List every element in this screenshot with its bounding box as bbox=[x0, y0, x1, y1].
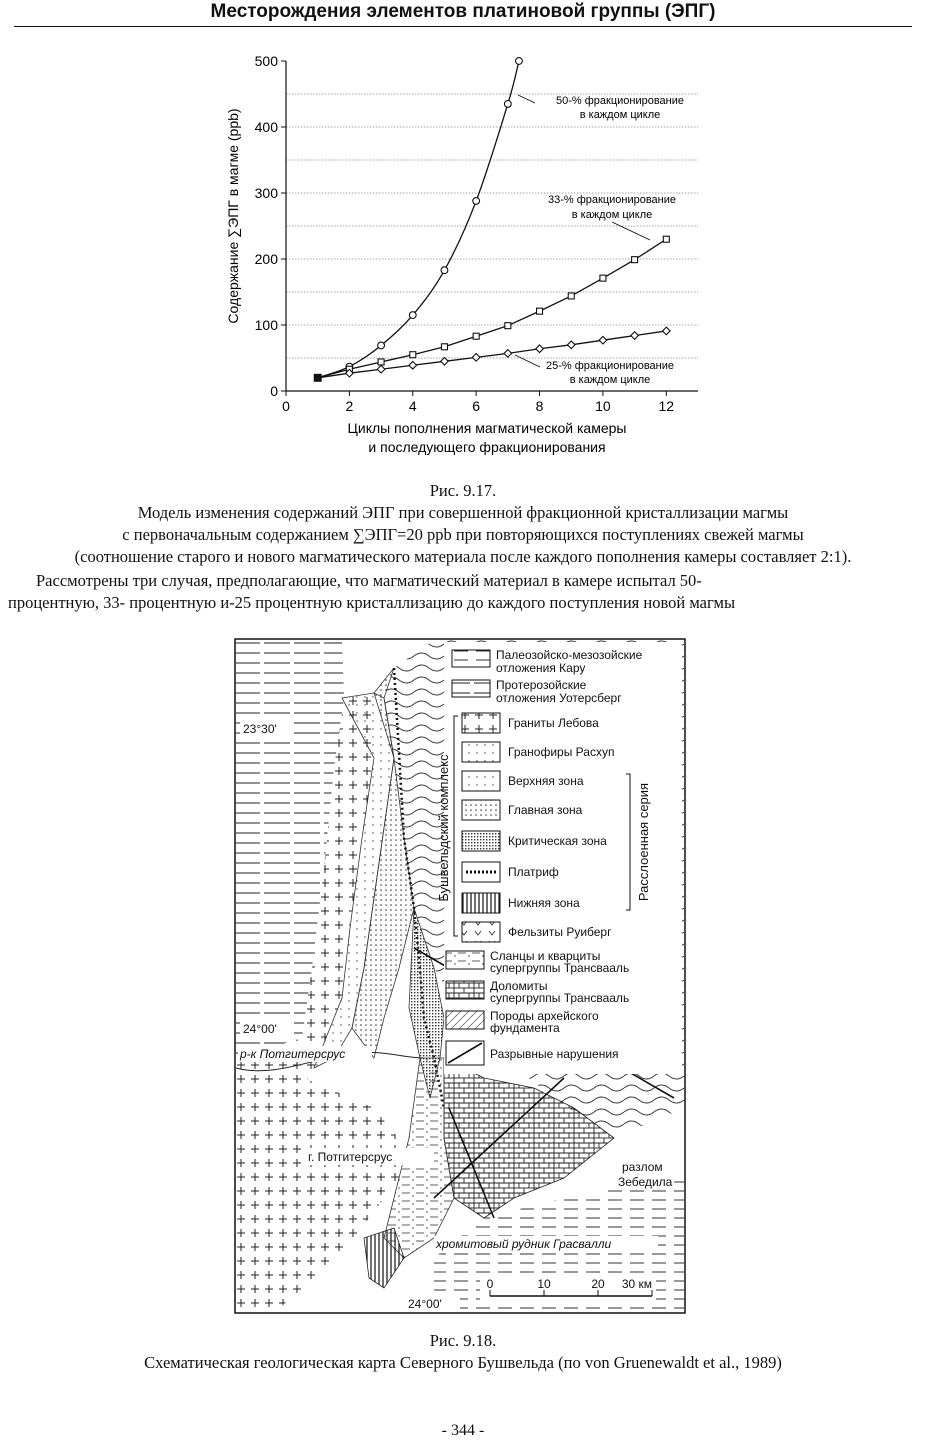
legend-swatch bbox=[446, 1011, 484, 1029]
y-tick-label: 400 bbox=[254, 119, 278, 135]
legend-swatch bbox=[446, 981, 484, 999]
legend-label: Нижняя зона bbox=[508, 896, 580, 910]
figure-9-18-caption bbox=[0, 1330, 926, 1374]
x-tick-label: 8 bbox=[535, 398, 544, 414]
page-number: - 344 - bbox=[441, 1422, 485, 1439]
caption-line: Схематическая геологическая карта Северного Бушвельда (по von Gruenewaldt et al., 1989) bbox=[144, 1353, 782, 1372]
legend-label: отложения Уотерсберг bbox=[496, 691, 622, 705]
x-tick-label: 0 bbox=[282, 398, 290, 414]
y-tick-label: 500 bbox=[254, 53, 278, 69]
data-point bbox=[536, 345, 544, 353]
figure-number: Рис. 9.18. bbox=[429, 1331, 497, 1350]
legend-label: Платриф bbox=[508, 865, 559, 879]
legend-label: Породы архейского bbox=[490, 1009, 599, 1023]
scale-label: 20 bbox=[591, 1277, 605, 1291]
mine-label: хромитовый рудник Грасвалли bbox=[436, 1237, 612, 1251]
legend-swatch bbox=[452, 680, 490, 697]
line-chart bbox=[0, 40, 926, 470]
data-point bbox=[441, 267, 448, 274]
data-point bbox=[378, 359, 384, 365]
chart-grid bbox=[286, 94, 698, 358]
group-label-layered: Расслоенная серия bbox=[636, 782, 651, 902]
map-svg bbox=[234, 638, 686, 1314]
legend-label: Верхняя зона bbox=[508, 774, 584, 788]
x-tick-label: 2 bbox=[345, 398, 354, 414]
y-tick-label: 300 bbox=[254, 185, 278, 201]
body-paragraph bbox=[8, 570, 918, 614]
annotation-leader bbox=[515, 355, 540, 367]
group-label-bushveld: Бушвельдский комплекс bbox=[436, 754, 451, 902]
legend-label: Разрывные нарушения bbox=[490, 1047, 619, 1061]
data-point bbox=[377, 365, 385, 373]
x-axis-label-line-1: Циклы пополнения магматической камеры bbox=[347, 420, 627, 436]
legend-swatch bbox=[462, 742, 500, 762]
series-line bbox=[318, 61, 519, 378]
legend-label: Главная зона bbox=[508, 803, 583, 817]
legend-label: Граниты Лебова bbox=[508, 716, 599, 730]
data-point bbox=[504, 350, 512, 358]
y-axis-label: Содержание ∑ЭПГ в магме (ppb) bbox=[225, 108, 241, 324]
data-point bbox=[600, 275, 606, 281]
legend-swatch bbox=[446, 951, 484, 969]
data-point bbox=[663, 236, 669, 242]
annotation-label: в каждом цикле bbox=[569, 374, 651, 386]
data-point bbox=[505, 323, 511, 329]
legend-label: Сланцы и кварциты bbox=[490, 949, 601, 963]
longitude-label: 24°00' bbox=[408, 1297, 442, 1311]
y-tick-label: 100 bbox=[254, 317, 278, 333]
legend-swatch bbox=[462, 922, 500, 942]
legend-swatch bbox=[452, 650, 490, 667]
legend-label: Доломиты bbox=[490, 979, 548, 993]
caption-line: с первоначальным содержанием ∑ЭПГ=20 ppb при повторяющихся поступлениях свежей магмы bbox=[122, 525, 804, 544]
data-point bbox=[631, 332, 639, 340]
caption-line: (соотношение старого и нового магматического материала после каждого пополнения камеры составляет 2:1). bbox=[74, 547, 852, 566]
river-label: р-к Потгитерсрус bbox=[240, 1047, 346, 1061]
paragraph-line: процентную, 33- процентную и-25 процентную кристаллизацию до каждого поступления новой магмы bbox=[8, 593, 736, 612]
legend-label: отложения Кару bbox=[496, 661, 586, 675]
legend-label: Фельзиты Руиберг bbox=[508, 925, 612, 939]
data-point bbox=[663, 327, 671, 335]
data-point bbox=[409, 312, 416, 319]
legend-swatch bbox=[462, 893, 500, 913]
data-point bbox=[516, 58, 523, 65]
data-point bbox=[568, 293, 574, 299]
fault-label-line-1: разлом bbox=[622, 1160, 663, 1174]
legend-swatch bbox=[462, 713, 500, 733]
paragraph-line: Рассмотрены три случая, предполагающие, что магматический материал в камере испытал 50- bbox=[36, 571, 702, 590]
chart-annotations bbox=[515, 95, 684, 386]
data-point bbox=[472, 354, 480, 362]
legend-swatch bbox=[462, 800, 500, 820]
y-tick-label: 200 bbox=[254, 251, 278, 267]
x-tick-label: 4 bbox=[408, 398, 417, 414]
legend-label: Палеозойско-мезозойские bbox=[496, 648, 643, 662]
data-point bbox=[537, 308, 543, 314]
annotation-label: в каждом цикле bbox=[571, 209, 653, 221]
caption-line: Модель изменения содержаний ЭПГ при совершенной фракционной кристаллизации магмы bbox=[137, 503, 789, 522]
figure-number: Рис. 9.17. bbox=[429, 481, 497, 500]
data-point bbox=[504, 101, 511, 108]
legend-label: супергруппы Трансвааль bbox=[490, 961, 630, 975]
scale-label: 0 bbox=[486, 1277, 494, 1291]
fault-label-line-2: Зебедила bbox=[618, 1175, 673, 1189]
legend-swatch bbox=[462, 771, 500, 791]
legend-label: Гранофиры Расхуп bbox=[508, 745, 615, 759]
series-line bbox=[318, 239, 667, 378]
x-tick-label: 6 bbox=[472, 398, 481, 414]
data-point bbox=[473, 333, 479, 339]
latitude-label-2: 24°00' bbox=[243, 1022, 277, 1036]
annotation-label: 50-% фракционирование bbox=[555, 95, 685, 107]
chart-figure-9-17 bbox=[0, 40, 926, 470]
figure-9-17-caption bbox=[0, 480, 926, 568]
legend-label: фундамента bbox=[490, 1021, 560, 1035]
data-point bbox=[410, 352, 416, 358]
scale-label: 10 bbox=[537, 1277, 551, 1291]
data-point bbox=[632, 257, 638, 263]
data-point bbox=[441, 358, 449, 366]
latitude-label-1: 23°30' bbox=[243, 722, 277, 736]
data-point bbox=[599, 336, 607, 344]
data-point bbox=[567, 341, 575, 349]
legend-label: Протерозойские bbox=[496, 678, 587, 692]
data-point bbox=[441, 344, 447, 350]
legend-label: супергруппы Трансвааль bbox=[490, 991, 630, 1005]
annotation-leader bbox=[612, 222, 650, 240]
town-label: г. Потгитерсрус bbox=[308, 1150, 393, 1164]
x-axis-label-line-2: и последующего фракционирования bbox=[368, 439, 606, 455]
annotation-label: 33-% фракционирование bbox=[547, 194, 677, 206]
data-point bbox=[473, 198, 480, 205]
data-point bbox=[378, 342, 385, 349]
scale-label: 30 км bbox=[621, 1277, 652, 1291]
legend-label: Критическая зона bbox=[508, 834, 607, 848]
x-tick-label: 10 bbox=[595, 398, 611, 414]
annotation-leader bbox=[518, 95, 535, 103]
annotation-label: 25-% фракционирование bbox=[545, 360, 675, 372]
geologic-map bbox=[234, 638, 686, 1314]
legend-swatch bbox=[462, 831, 500, 851]
page-header: Месторождения элементов платиновой группы (ЭПГ) bbox=[14, 0, 912, 27]
data-point bbox=[409, 361, 417, 369]
annotation-label: в каждом цикле bbox=[579, 109, 661, 121]
x-tick-label: 12 bbox=[658, 398, 675, 414]
start-point bbox=[314, 374, 322, 382]
y-tick-label: 0 bbox=[270, 383, 278, 399]
